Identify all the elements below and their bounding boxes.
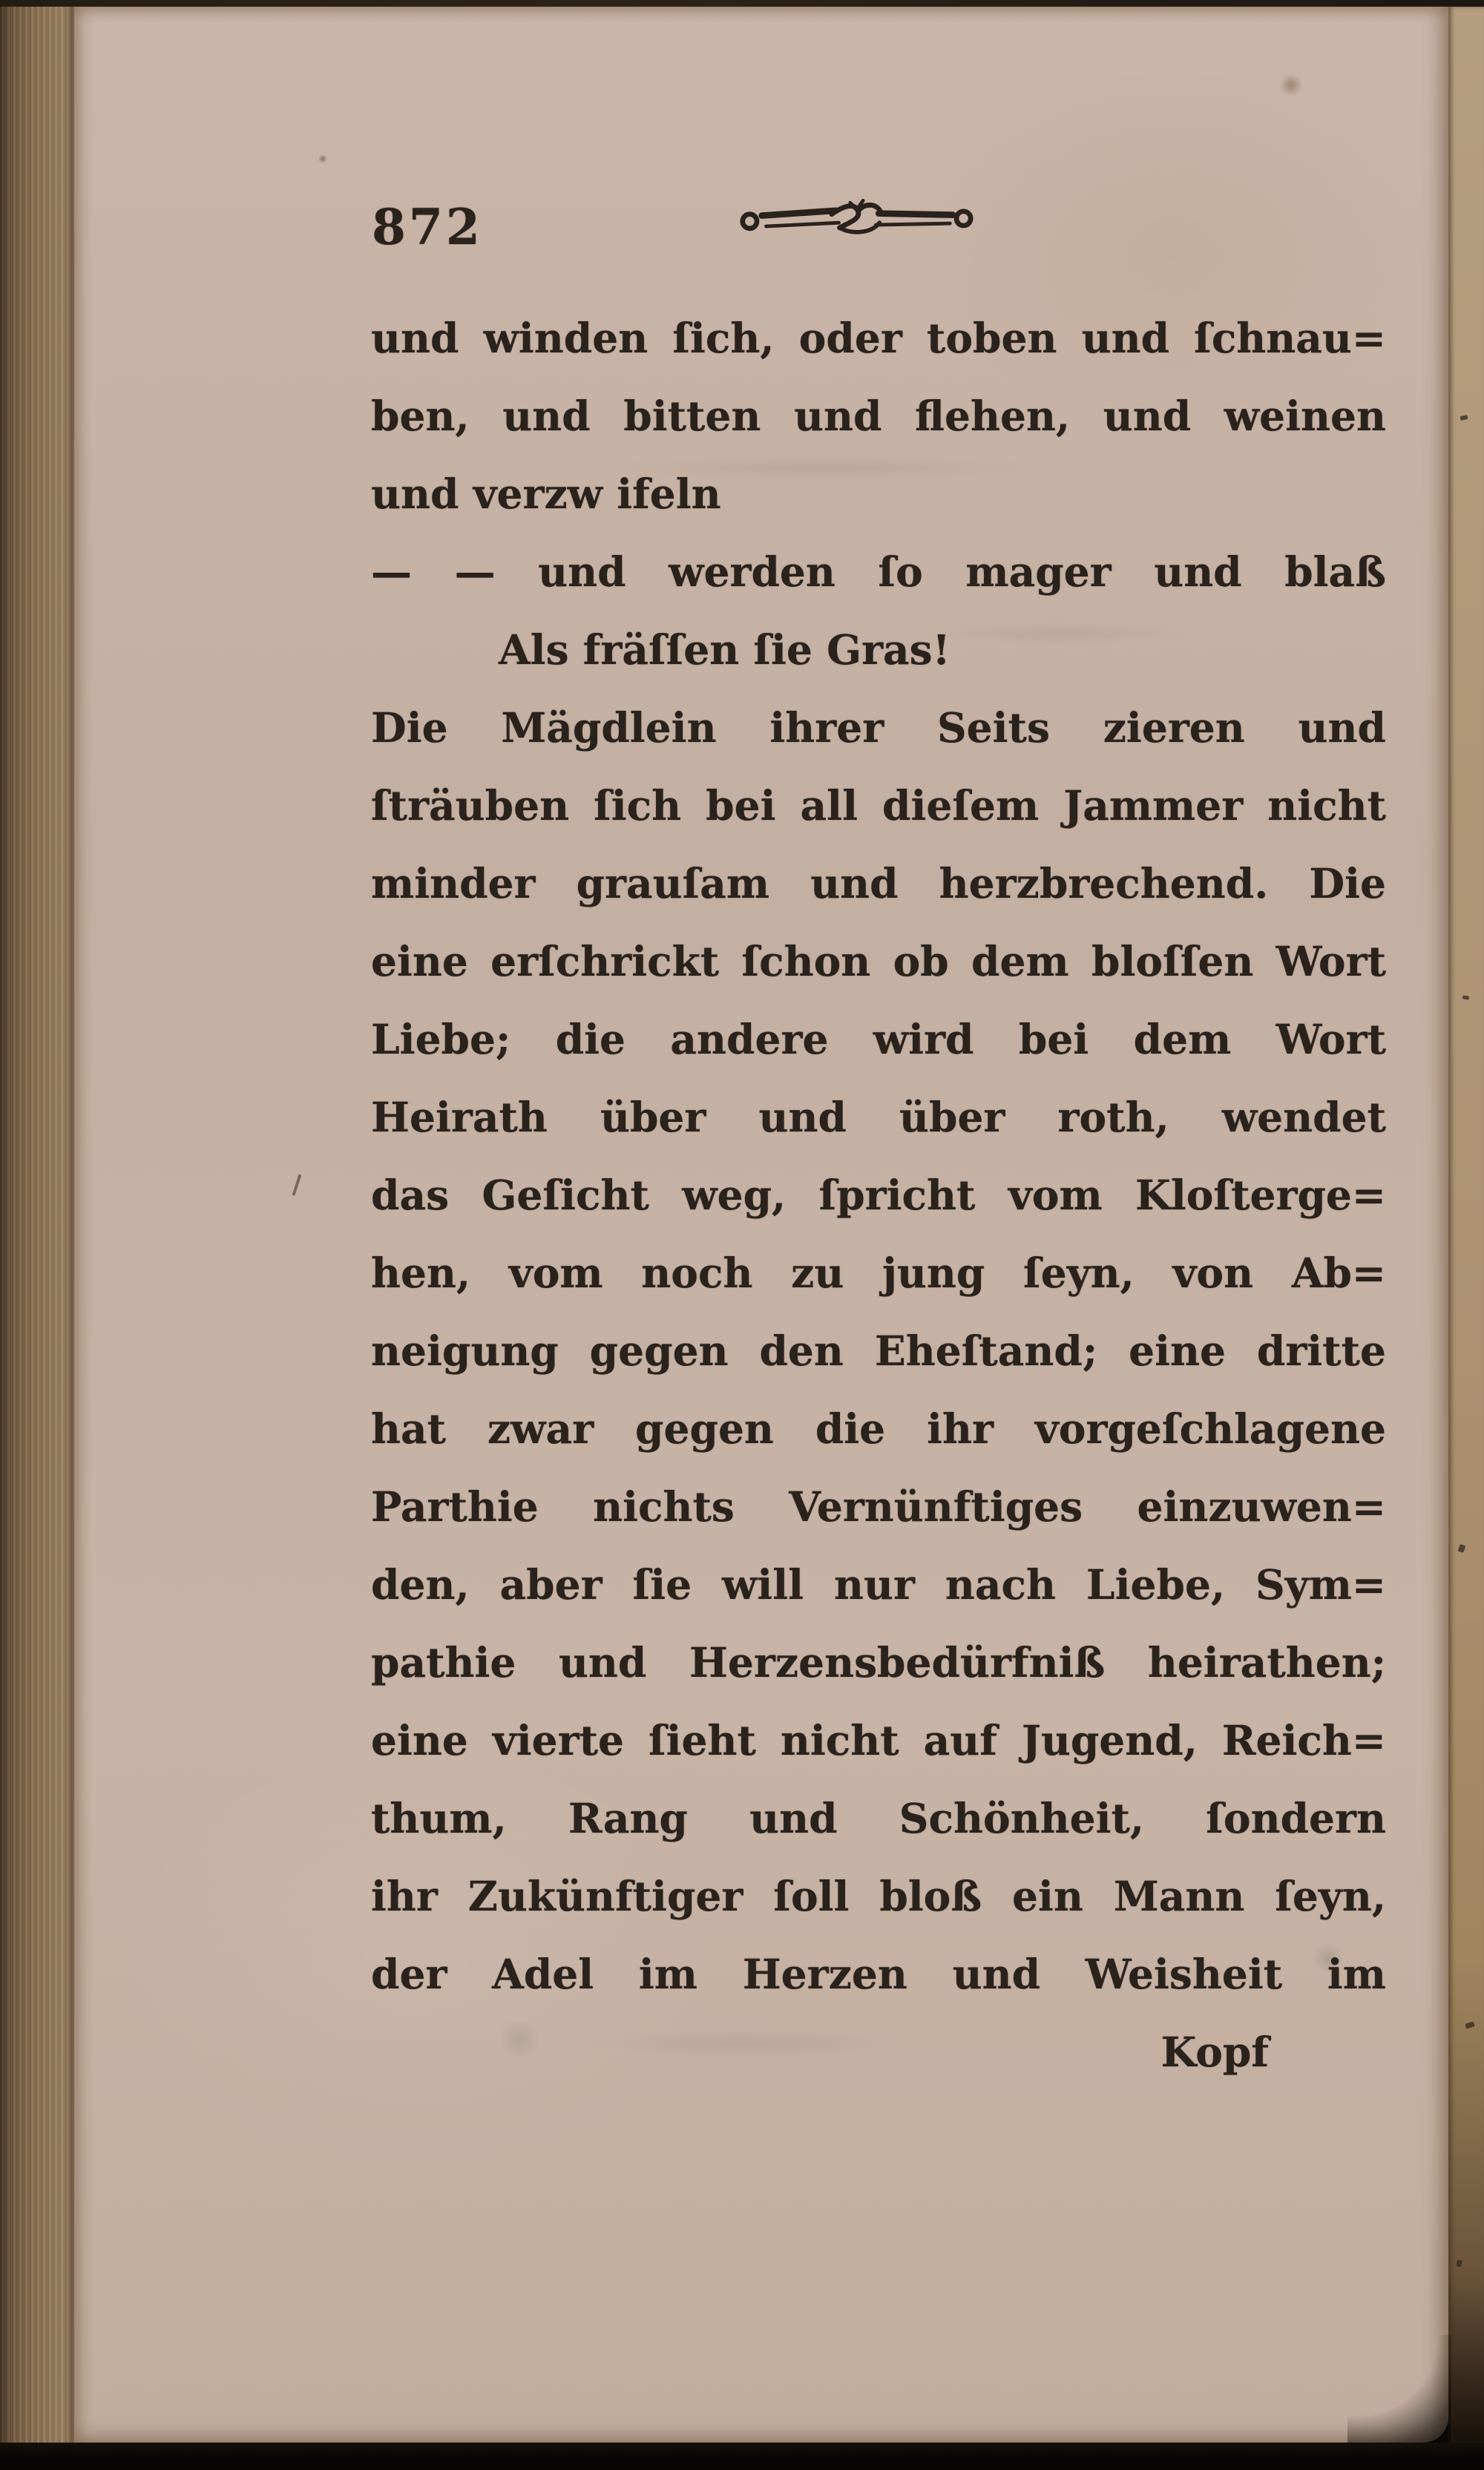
text-line: Liebe; die andere wird bei dem Wort	[371, 1015, 1386, 1063]
text-line: — — und werden ſo mager und blaß	[371, 548, 1386, 596]
text-line: thum, Rang und Schönheit, ſondern	[371, 1794, 1386, 1842]
text-line: Parthie nichts Vernünftiges einzuwen=	[371, 1482, 1386, 1531]
text-line: hen, vom noch zu jung ſeyn, von Ab=	[371, 1249, 1386, 1297]
text-line: ben, und bitten und flehen, und weinen	[371, 392, 1386, 440]
text-line: ihr Zukünftiger ſoll bloß ein Mann ſeyn,	[371, 1872, 1386, 1920]
text-line: Heirath über und über roth, wendet	[371, 1093, 1386, 1141]
header-ornament-icon	[739, 193, 974, 241]
text-line: ſträuben ſich bei all dieſem Jammer nicht	[371, 781, 1386, 830]
text-line: und verzw ifeln	[371, 470, 721, 518]
paper-page	[74, 7, 1448, 2443]
text-line: Als fräſſen ſie Gras!	[499, 625, 951, 674]
text-line: neigung gegen den Eheſtand; eine dritte	[371, 1327, 1386, 1375]
text-line: der Adel im Herzen und Weisheit im	[371, 1950, 1386, 1998]
page-edge-right	[1448, 7, 1484, 2444]
text-line: und winden ſich, oder toben und ſchnau=	[371, 314, 1386, 362]
scan-bottom-edge	[0, 2443, 1484, 2470]
binding-edge	[0, 5, 74, 2444]
text-line: das Geſicht weg, ſpricht vom Kloſterge=	[371, 1171, 1386, 1219]
text-line: eine vierte ſieht nicht auf Jugend, Reich=	[371, 1716, 1386, 1764]
edge-ink-mark	[1462, 995, 1470, 999]
text-line: hat zwar gegen die ihr vorgeſchlagene	[371, 1405, 1386, 1453]
page-number: 872	[372, 198, 483, 256]
text-line: pathie und Herzensbedürfniß heirathen;	[371, 1638, 1386, 1686]
text-line: eine erſchrickt ſchon ob dem bloſſen Wort	[371, 937, 1386, 985]
scan-top-edge	[0, 0, 1484, 7]
text-line: minder grauſam und herzbrechend. Die	[371, 859, 1386, 907]
text-line: Die Mägdlein ihrer Seits zieren und	[371, 703, 1386, 752]
text-line: den, aber ſie will nur nach Liebe, Sym=	[371, 1560, 1386, 1609]
catchword: Kopf	[1160, 2028, 1269, 2076]
text-block	[371, 299, 1386, 2091]
